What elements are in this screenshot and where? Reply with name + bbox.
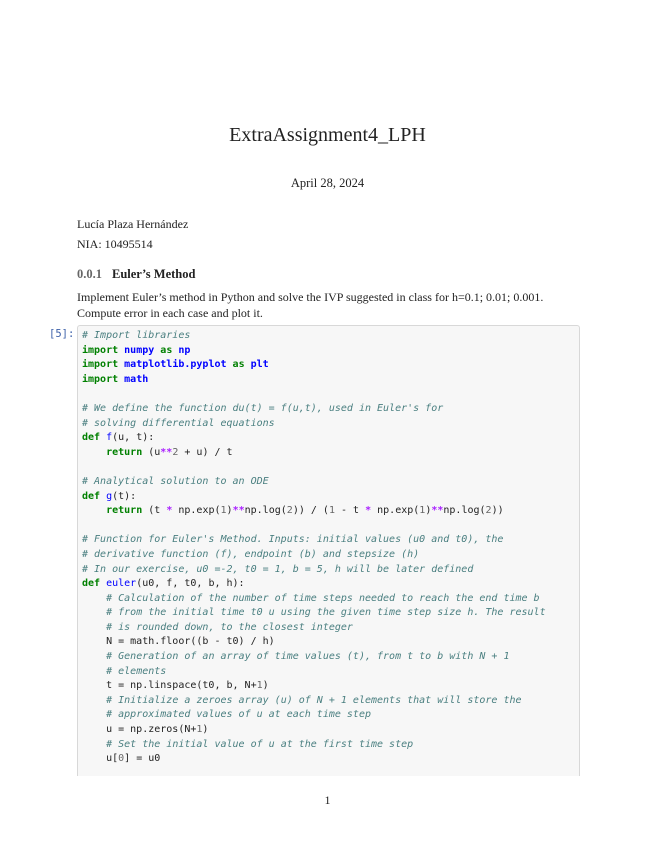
code-line: # solving differential equations (82, 417, 275, 429)
code-line: import matplotlib.pyplot as plt (82, 359, 269, 371)
code-line: # Initialize a zeroes array (u) of N + 1 elements that will store the (106, 694, 522, 706)
code-line: # Function for Euler's Method. Inputs: initial values (u0 and t0), the (82, 534, 504, 546)
code-line: return (u**2 + u) / t (106, 446, 233, 458)
code-line: u = np.zeros(N+1) (82, 724, 209, 736)
document-title: ExtraAssignment4_LPH (229, 124, 426, 146)
section-heading (77, 267, 195, 282)
code-line: # Set the initial value of u at the first time step (106, 738, 414, 750)
code-line: def f(u, t): (82, 432, 155, 444)
section-title: Euler’s Method (112, 267, 196, 281)
code-line: # approximated values of u at each time step (106, 709, 371, 721)
code-line: def euler(u0, f, t0, b, h): (82, 578, 245, 590)
code-line: u[0] = u0 (82, 753, 161, 765)
code-line: # is rounded down, to the closest integer (106, 621, 353, 633)
document-date: April 28, 2024 (290, 176, 365, 190)
code-line: import numpy as np (82, 344, 191, 356)
code-line: # Generation of an array of time values (t), from t to b with N + 1 (106, 651, 510, 663)
code-line: # elements (106, 665, 167, 677)
code-line: # from the initial time t0 u using the given time step size h. The result (106, 607, 546, 619)
code-line: # Import libraries (82, 330, 191, 341)
cell-prompt: [5]: (49, 328, 75, 340)
code-line: # derivative function (f), endpoint (b) and stepsize (h) (82, 548, 420, 560)
code-line: # Calculation of the number of time steps needed to reach the end time b (106, 592, 540, 604)
page-number: 1 (324, 793, 331, 807)
code-line: import math (82, 373, 149, 385)
code-block (82, 329, 546, 767)
author-name: Lucía Plaza Hernández (77, 217, 189, 231)
code-line: # We define the function du(t) = f(u,t), used in Euler's for (82, 402, 444, 414)
section-number: 0.0.1 (77, 267, 102, 281)
code-cell[interactable] (77, 325, 580, 776)
code-line: def g(t): (82, 490, 137, 502)
section-paragraph: Implement Euler’s method in Python and solve the IVP suggested in class for h=0.1; 0.01; 0.001. Compute error in each case and plot it. (77, 290, 544, 320)
code-line: return (t * np.exp(1)**np.log(2)) / (1 - t * np.exp(1)**np.log(2)) (106, 505, 504, 517)
code-line (82, 519, 546, 534)
code-line: t = np.linspace(t0, b, N+1) (82, 680, 269, 692)
nia-line: NIA: 10495514 (77, 237, 153, 251)
code-line: N = math.floor((b - t0) / h) (82, 636, 275, 648)
code-line: # In our exercise, u0 =-2, t0 = 1, b = 5, h will be later defined (82, 563, 474, 575)
code-line (82, 460, 546, 475)
code-line (82, 387, 546, 402)
code-line: # Analytical solution to an ODE (82, 475, 269, 487)
